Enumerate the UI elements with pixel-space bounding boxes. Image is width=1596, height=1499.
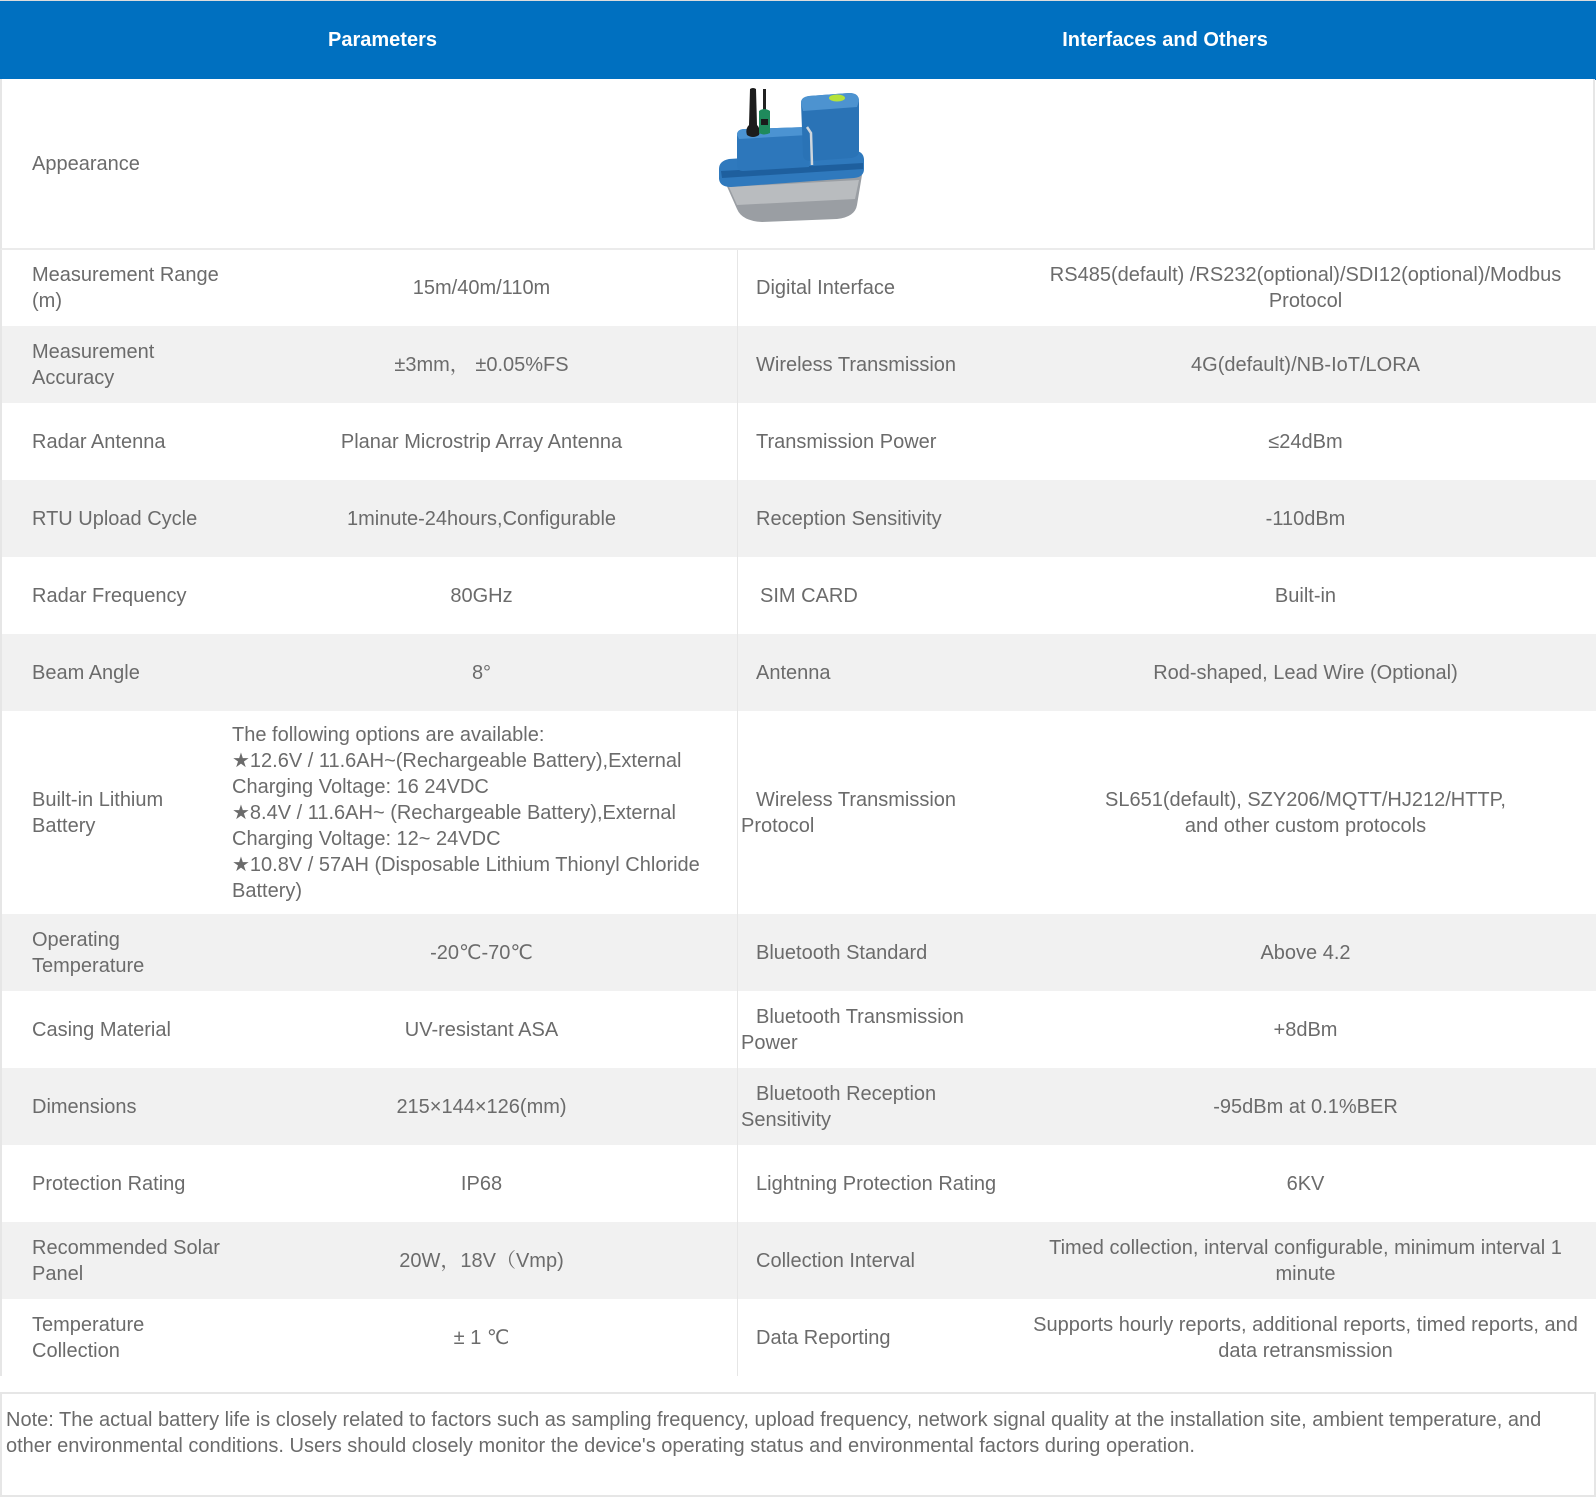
param-value: 80GHz (226, 557, 738, 634)
spec-table (0, 250, 1596, 1376)
battery-life-note: Note: The actual battery life is closely related to factors such as sampling frequency, upload frequency, network signal quality at the installation site, ambient temperature, and other environmental conditions. Users should closely monitor the device's operating status and environmental factors during operation. (0, 1392, 1596, 1497)
param-label: Temperature Collection (1, 1299, 226, 1376)
param-label: Built-in Lithium Battery (1, 711, 226, 914)
interface-value: +8dBm (1016, 991, 1596, 1068)
param-label: Beam Angle (1, 634, 226, 711)
param-label: Measurement Accuracy (1, 326, 226, 403)
param-label: Operating Temperature (1, 914, 226, 991)
param-label: Dimensions (1, 1068, 226, 1145)
table-row (1, 991, 1596, 1068)
battery-option: ★12.6V / 11.6AH~(Rechargeable Battery),External Charging Voltage: 16 24VDC (232, 749, 682, 798)
param-value: 215×144×126(mm) (226, 1068, 738, 1145)
interface-label: Wireless Transmission (738, 326, 1016, 403)
param-value: IP68 (226, 1145, 738, 1222)
interface-label: Reception Sensitivity (738, 480, 1016, 557)
param-label: Measurement Range (m) (1, 250, 226, 326)
interface-label: Digital Interface (738, 250, 1016, 326)
interface-label: Bluetooth Transmission Power (738, 991, 1016, 1068)
table-row (1, 914, 1596, 991)
param-label: Radar Frequency (1, 557, 226, 634)
param-value: Planar Microstrip Array Antenna (226, 403, 738, 480)
battery-option-intro: The following options are available: (232, 723, 545, 746)
interface-value: 6KV (1016, 1145, 1596, 1222)
table-row (1, 1145, 1596, 1222)
battery-option: ★8.4V / 11.6AH~ (Rechargeable Battery),External Charging Voltage: 12~ 24VDC (232, 801, 676, 850)
table-row (1, 1222, 1596, 1299)
interface-label: Antenna (738, 634, 1016, 711)
table-row (1, 480, 1596, 557)
table-row (1, 1299, 1596, 1376)
battery-options (226, 711, 738, 914)
interface-label: Lightning Protection Rating (738, 1145, 1016, 1222)
param-value: 1minute-24hours,Configurable (226, 480, 738, 557)
interface-value: SL651(default), SZY206/MQTT/HJ212/HTTP, and other custom protocols (1016, 711, 1596, 914)
table-row (1, 326, 1596, 403)
param-label: Protection Rating (1, 1145, 226, 1222)
interface-value: Above 4.2 (1016, 914, 1596, 991)
appearance-label: Appearance (32, 153, 140, 175)
param-label: RTU Upload Cycle (1, 480, 226, 557)
param-value: -20℃-70℃ (226, 914, 738, 991)
interface-value: Supports hourly reports, additional reports, timed reports, and data retransmission (1016, 1299, 1596, 1376)
interface-label: SIM CARD (738, 557, 1016, 634)
param-label: Recommended Solar Panel (1, 1222, 226, 1299)
param-value: ±3mm， ±0.05%FS (226, 326, 738, 403)
header-parameters: Parameters (328, 29, 437, 51)
param-value: 15m/40m/110m (226, 250, 738, 326)
table-header (0, 0, 1596, 80)
param-value: 20W，18V（Vmp) (226, 1222, 738, 1299)
param-label: Casing Material (1, 991, 226, 1068)
param-label: Radar Antenna (1, 403, 226, 480)
interface-value: ≤24dBm (1016, 403, 1596, 480)
table-row (1, 1068, 1596, 1145)
param-value: UV-resistant ASA (226, 991, 738, 1068)
interface-label: Data Reporting (738, 1299, 1016, 1376)
interface-label: Wireless Transmission Protocol (738, 711, 1016, 914)
header-interfaces: Interfaces and Others (1062, 29, 1268, 51)
interface-label: Transmission Power (738, 403, 1016, 480)
interface-value: Built-in (1016, 557, 1596, 634)
interface-value: RS485(default) /RS232(optional)/SDI12(optional)/Modbus Protocol (1016, 250, 1596, 326)
table-row (1, 403, 1596, 480)
device-image-icon (717, 87, 872, 227)
interface-value: -95dBm at 0.1%BER (1016, 1068, 1596, 1145)
interface-label: Bluetooth Standard (738, 914, 1016, 991)
table-row (1, 711, 1596, 914)
interface-label: Collection Interval (738, 1222, 1016, 1299)
table-row (1, 250, 1596, 326)
interface-label: Bluetooth Reception Sensitivity (738, 1068, 1016, 1145)
appearance-row (0, 79, 1595, 250)
interface-value: Rod-shaped, Lead Wire (Optional) (1016, 634, 1596, 711)
param-value: ± 1 ℃ (226, 1299, 738, 1376)
interface-value: 4G(default)/NB-IoT/LORA (1016, 326, 1596, 403)
interface-value: Timed collection, interval configurable, minimum interval 1 minute (1016, 1222, 1596, 1299)
param-value: 8° (226, 634, 738, 711)
interface-value: -110dBm (1016, 480, 1596, 557)
table-row (1, 634, 1596, 711)
table-row (1, 557, 1596, 634)
battery-option: ★10.8V / 57AH (Disposable Lithium Thionyl Chloride Battery) (232, 853, 700, 902)
